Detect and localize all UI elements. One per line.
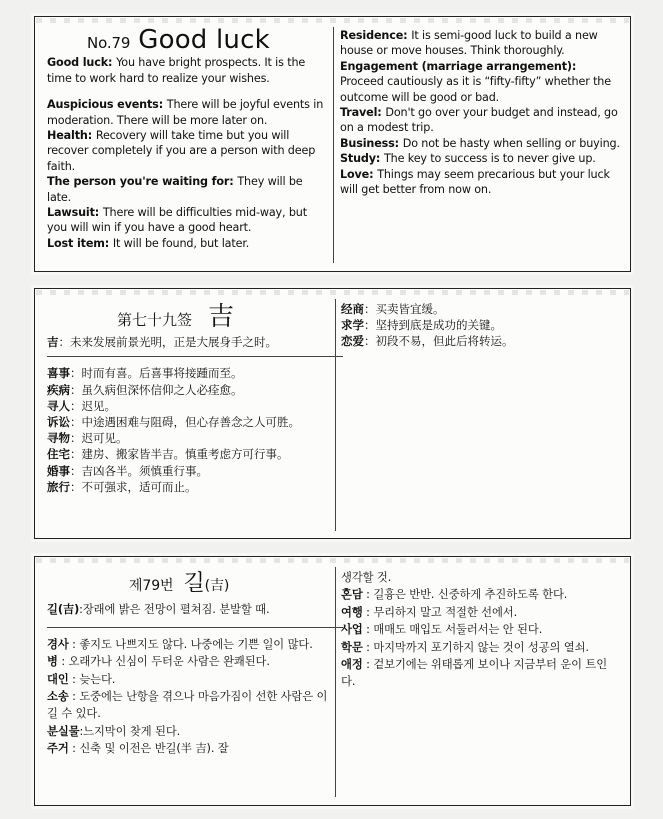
- english-entry: Residence: It is semi-good luck to build a new house or move houses. Think thoroughly.: [340, 29, 598, 58]
- korean-entry: 분실물:느지막이 찾게 된다.: [47, 724, 181, 738]
- chinese-fortune-card: [34, 288, 631, 539]
- english-column-divider: [333, 27, 334, 263]
- chinese-left-column: [47, 299, 331, 538]
- chinese-entry: 疾病：虽久病但深怀信仰之人必痊愈。: [47, 382, 243, 397]
- korean-entry: 애정 : 겉보기에는 위태롭게 보이나 지금부터 운이 트인다.: [341, 658, 608, 689]
- korean-entry: 경사 : 좋지도 나쁘지도 않다. 나중에는 기쁜 일이 많다.: [47, 637, 313, 651]
- korean-left-column: [47, 565, 331, 805]
- english-fortune-card: [34, 16, 631, 272]
- korean-title: 길(吉): [183, 571, 230, 596]
- english-entry: Lost item: It will be found, but later.: [47, 236, 250, 250]
- chinese-summary: 吉：未来发展前景光明，正是大展身手之时。: [47, 334, 343, 357]
- korean-summary: 길(吉):장래에 밝은 전망이 펼쳐짐. 분발할 때.: [47, 601, 343, 627]
- korean-entry: 소송 : 도중에는 난항을 겪으나 마음가짐이 선한 사람은 이길 수 있다.: [47, 690, 328, 721]
- english-entry: Study: The key to success is to never give up.: [340, 152, 596, 166]
- chinese-entry: 寻人：迟见。: [47, 398, 116, 413]
- korean-entry: 학문 : 마지막까지 포기하지 않는 것이 성공의 열쇠.: [341, 640, 589, 654]
- english-entry: Travel: Don't go over your budget and instead, go on a modest trip.: [340, 106, 618, 135]
- chinese-entry: 婚事：吉凶各半。须慎重行事。: [47, 463, 208, 478]
- korean-right-column: [341, 569, 621, 805]
- english-entry: Health: Recovery will take time but you will recover completely if you are a person with deep faith.: [47, 129, 316, 173]
- korean-continuation: 생각할 것.: [341, 571, 392, 584]
- english-title-row: [87, 25, 329, 55]
- korean-entry: 여행 : 무리하지 말고 적절한 선에서.: [341, 605, 518, 619]
- korean-title-row: [129, 571, 331, 596]
- chinese-right-column: [341, 301, 621, 538]
- chinese-title: 吉: [208, 302, 235, 332]
- korean-entry: 대인 : 늦는다.: [47, 672, 116, 686]
- english-entry: The person you're waiting for: They will be late.: [47, 175, 303, 204]
- english-entry: Business: Do not be hasty when selling or buying.: [340, 136, 620, 150]
- korean-number-label: 제79번: [129, 578, 174, 594]
- english-entry: Engagement (marriage arrangement): Proceed cautiously as it is “fifty-fifty” whether the outcome will be good or bad.: [340, 59, 611, 104]
- korean-column-divider: [335, 567, 336, 797]
- korean-entry: 사업 : 매매도 매입도 서둘러서는 안 된다.: [341, 623, 543, 637]
- korean-entry: 병 : 오래가나 신심이 두터운 사람은 완쾌된다.: [47, 655, 270, 669]
- english-title: Good luck: [138, 25, 270, 55]
- korean-fortune-card: [34, 556, 631, 806]
- english-number-label: No.79: [87, 34, 131, 52]
- chinese-entry: 求学：坚持到底是成功的关键。: [341, 318, 502, 333]
- chinese-title-row: [117, 302, 331, 332]
- english-left-column: [47, 27, 329, 271]
- english-entry: Auspicious events: There will be joyful events in moderation. There will be more later on.: [47, 98, 324, 127]
- chinese-entry: 诉讼：中途遇困难与阻碍，但心存善念之人可胜。: [47, 415, 300, 430]
- chinese-entry: 恋爱：初段不易，但此后将转运。: [341, 334, 514, 349]
- english-right-column: [340, 28, 623, 271]
- english-entry: Good luck: You have bright prospects. It is the time to work hard to realize your wishes.: [47, 56, 306, 85]
- chinese-entry: 喜事：时而有喜。后喜事将接踵而至。: [47, 366, 243, 381]
- chinese-entry: 寻物：迟可见。: [47, 431, 128, 446]
- korean-entry: 주거 : 신축 및 이전은 반길(半 吉). 잘: [47, 742, 229, 756]
- korean-entry: 혼담 : 길흉은 반반. 신중하게 추진하도록 한다.: [341, 588, 568, 602]
- chinese-entry: 住宅：建房、搬家皆半吉。慎重考虑方可行事。: [47, 447, 289, 462]
- chinese-entry: 经商：买卖皆宜缓。: [341, 302, 445, 316]
- english-entry: Lawsuit: There will be difficulties mid-way, but you will win if you have a good heart.: [47, 206, 307, 235]
- chinese-number-label: 第七十九签: [117, 311, 193, 329]
- english-entry: Love: Things may seem precarious but your luck will get better from now on.: [340, 167, 610, 197]
- chinese-column-divider: [335, 299, 336, 531]
- chinese-entry: 旅行：不可强求，适可而止。: [47, 479, 197, 494]
